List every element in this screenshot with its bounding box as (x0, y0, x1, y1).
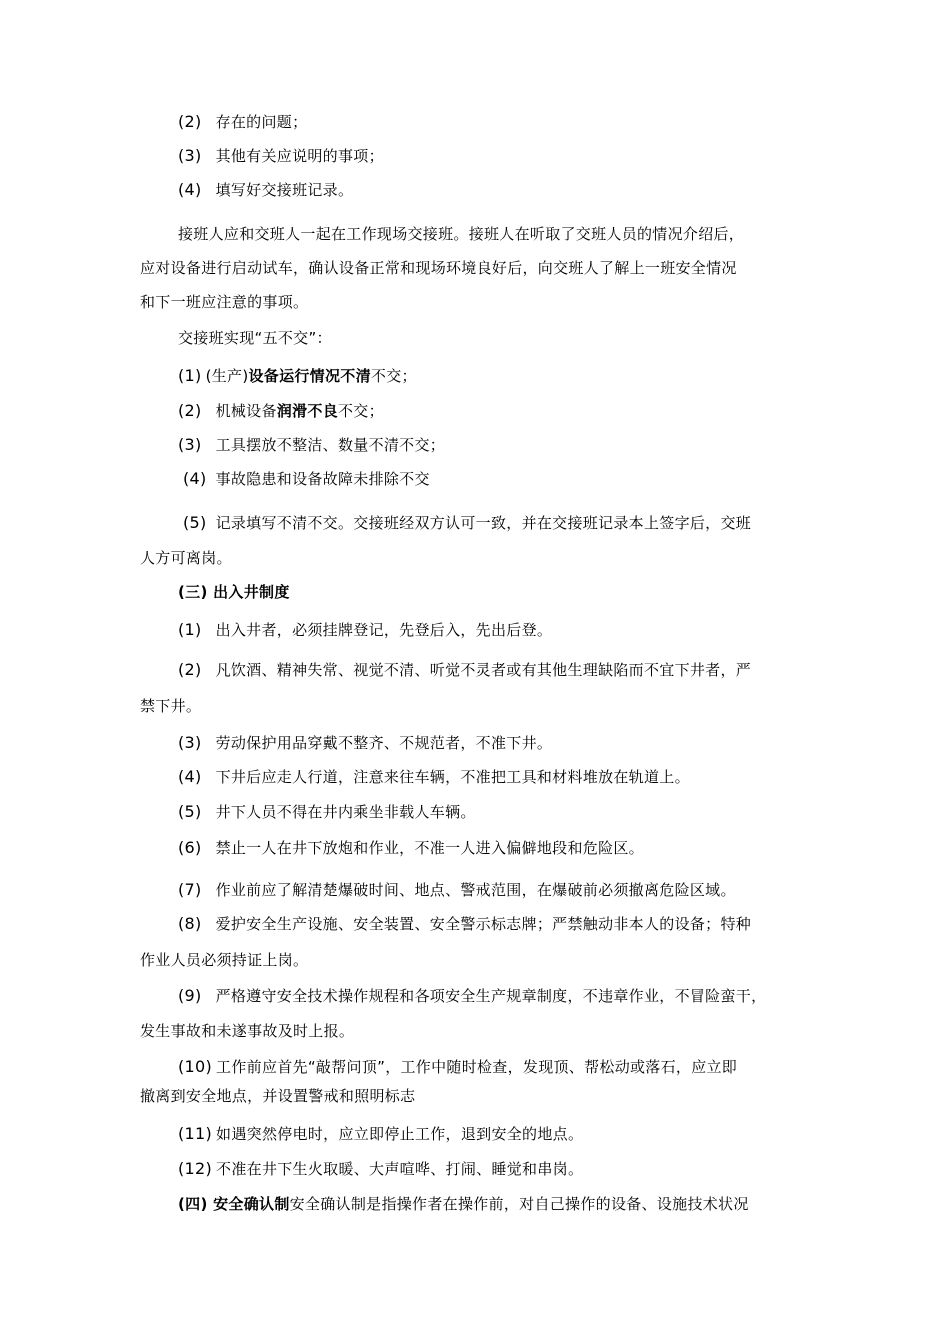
item-text: 凡饮酒、精神失常、视觉不清、听觉不灵者或有其他生理缺陷而不宜下井者，严 (215, 661, 752, 679)
list-item-continuation: 人方可离岗。 (140, 549, 232, 567)
item-number: (6) (178, 838, 202, 857)
item-number: (4) (178, 180, 202, 199)
item-suffix: 不交； (337, 402, 384, 420)
item-text: 填写好交接班记录。 (215, 181, 354, 199)
section-heading: (三) 出入井制度 (178, 583, 290, 601)
list-item-continuation: 作业人员必须持证上岗。 (140, 951, 309, 969)
item-text: 事故隐患和设备故障未排除不交 (215, 470, 430, 488)
list-item (178, 146, 384, 166)
item-prefix: (生产) (205, 367, 249, 385)
item-text: 井下人员不得在井内乘坐非载人车辆。 (215, 803, 476, 821)
item-number: (4) (178, 767, 202, 786)
paragraph-line: 应对设备进行启动试车，确认设备正常和现场环境良好后，向交班人了解上一班安全情况 (140, 259, 737, 277)
five-no-handover-title: 交接班实现“五不交”： (178, 329, 332, 347)
list-item (178, 401, 384, 421)
item-number: (2) (178, 660, 202, 679)
item-number: (1) (178, 366, 202, 385)
list-item (178, 733, 552, 753)
list-item (178, 838, 644, 858)
item-bold-text: 润滑不良 (276, 402, 338, 420)
list-item (178, 1057, 737, 1077)
list-item-continuation: 发生事故和未遂事故及时上报。 (140, 1022, 355, 1040)
list-item (178, 1159, 583, 1179)
list-item (178, 914, 751, 934)
item-text: 其他有关应说明的事项； (215, 147, 384, 165)
item-bold-text: 设备运行情况不清 (248, 367, 371, 385)
item-text: 禁止一人在井下放炮和作业，不准一人进入偏僻地段和危险区。 (215, 839, 644, 857)
item-number: (7) (178, 880, 202, 899)
item-text: 爱护安全生产设施、安全装置、安全警示标志牌；严禁触动非本人的设备；特种 (215, 915, 752, 933)
item-number: (3) (178, 146, 202, 165)
item-text: 下井后应走人行道，注意来往车辆，不准把工具和材料堆放在轨道上。 (215, 768, 690, 786)
item-text: 工具摆放不整洁、数量不清不交； (215, 436, 446, 454)
item-text: 记录填写不清不交。交接班经双方认可一致，并在交接班记录本上签字后，交班 (215, 514, 752, 532)
item-text: 如遇突然停电时，应立即停止工作，退到安全的地点。 (216, 1125, 584, 1143)
list-item (183, 513, 751, 533)
section-heading: (四) 安全确认制 (178, 1195, 290, 1213)
item-number: (5) (183, 513, 207, 532)
item-number: (9) (178, 986, 202, 1005)
list-item (178, 880, 736, 900)
list-item (178, 435, 445, 455)
paragraph-line: 接班人应和交班人一起在工作现场交接班。接班人在听取了交班人员的情况介绍后， (178, 225, 745, 243)
list-item (178, 620, 552, 640)
item-number: (4) (183, 469, 207, 488)
item-text: 不准在井下生火取暖、大声喧哗、打闹、睡觉和串岗。 (216, 1160, 584, 1178)
item-suffix: 不交； (370, 367, 417, 385)
item-text: 机械设备 (215, 402, 277, 420)
item-number: (3) (178, 435, 202, 454)
item-number: (2) (178, 401, 202, 420)
item-number: (1) (178, 620, 202, 639)
list-item (178, 112, 307, 132)
list-item (178, 802, 476, 822)
section-heading-paragraph (178, 1194, 749, 1214)
list-item (183, 469, 430, 489)
item-number: (8) (178, 914, 202, 933)
section-text: 安全确认制是指操作者在操作前，对自己操作的设备、设施技术状况 (289, 1195, 749, 1213)
item-text: 作业前应了解清楚爆破时间、地点、警戒范围，在爆破前必须撤离危险区域。 (215, 881, 736, 899)
item-number: (2) (178, 112, 202, 131)
item-text: 劳动保护用品穿戴不整齐、不规范者，不准下井。 (215, 734, 553, 752)
list-item-continuation: 禁下井。 (140, 697, 202, 715)
item-number: (10) (178, 1057, 213, 1076)
item-number: (3) (178, 733, 202, 752)
list-item (178, 767, 690, 787)
item-number: (12) (178, 1159, 213, 1178)
list-item (178, 366, 417, 386)
list-item (178, 986, 766, 1006)
list-item (178, 660, 751, 680)
item-number: (5) (178, 802, 202, 821)
list-item (178, 180, 353, 200)
paragraph-line: 和下一班应注意的事项。 (140, 293, 309, 311)
item-number: (11) (178, 1124, 213, 1143)
item-text: 工作前应首先“敲帮问顶”，工作中随时检查，发现顶、帮松动或落石，应立即 (216, 1058, 738, 1076)
list-item-continuation: 撤离到安全地点，并设置警戒和照明标志 (140, 1087, 416, 1105)
list-item (178, 1124, 583, 1144)
item-text: 严格遵守安全技术操作规程和各项安全生产规章制度，不违章作业，不冒险蛮干， (215, 987, 767, 1005)
item-text: 存在的问题； (215, 113, 308, 131)
item-text: 出入井者，必须挂牌登记，先登后入，先出后登。 (215, 621, 553, 639)
